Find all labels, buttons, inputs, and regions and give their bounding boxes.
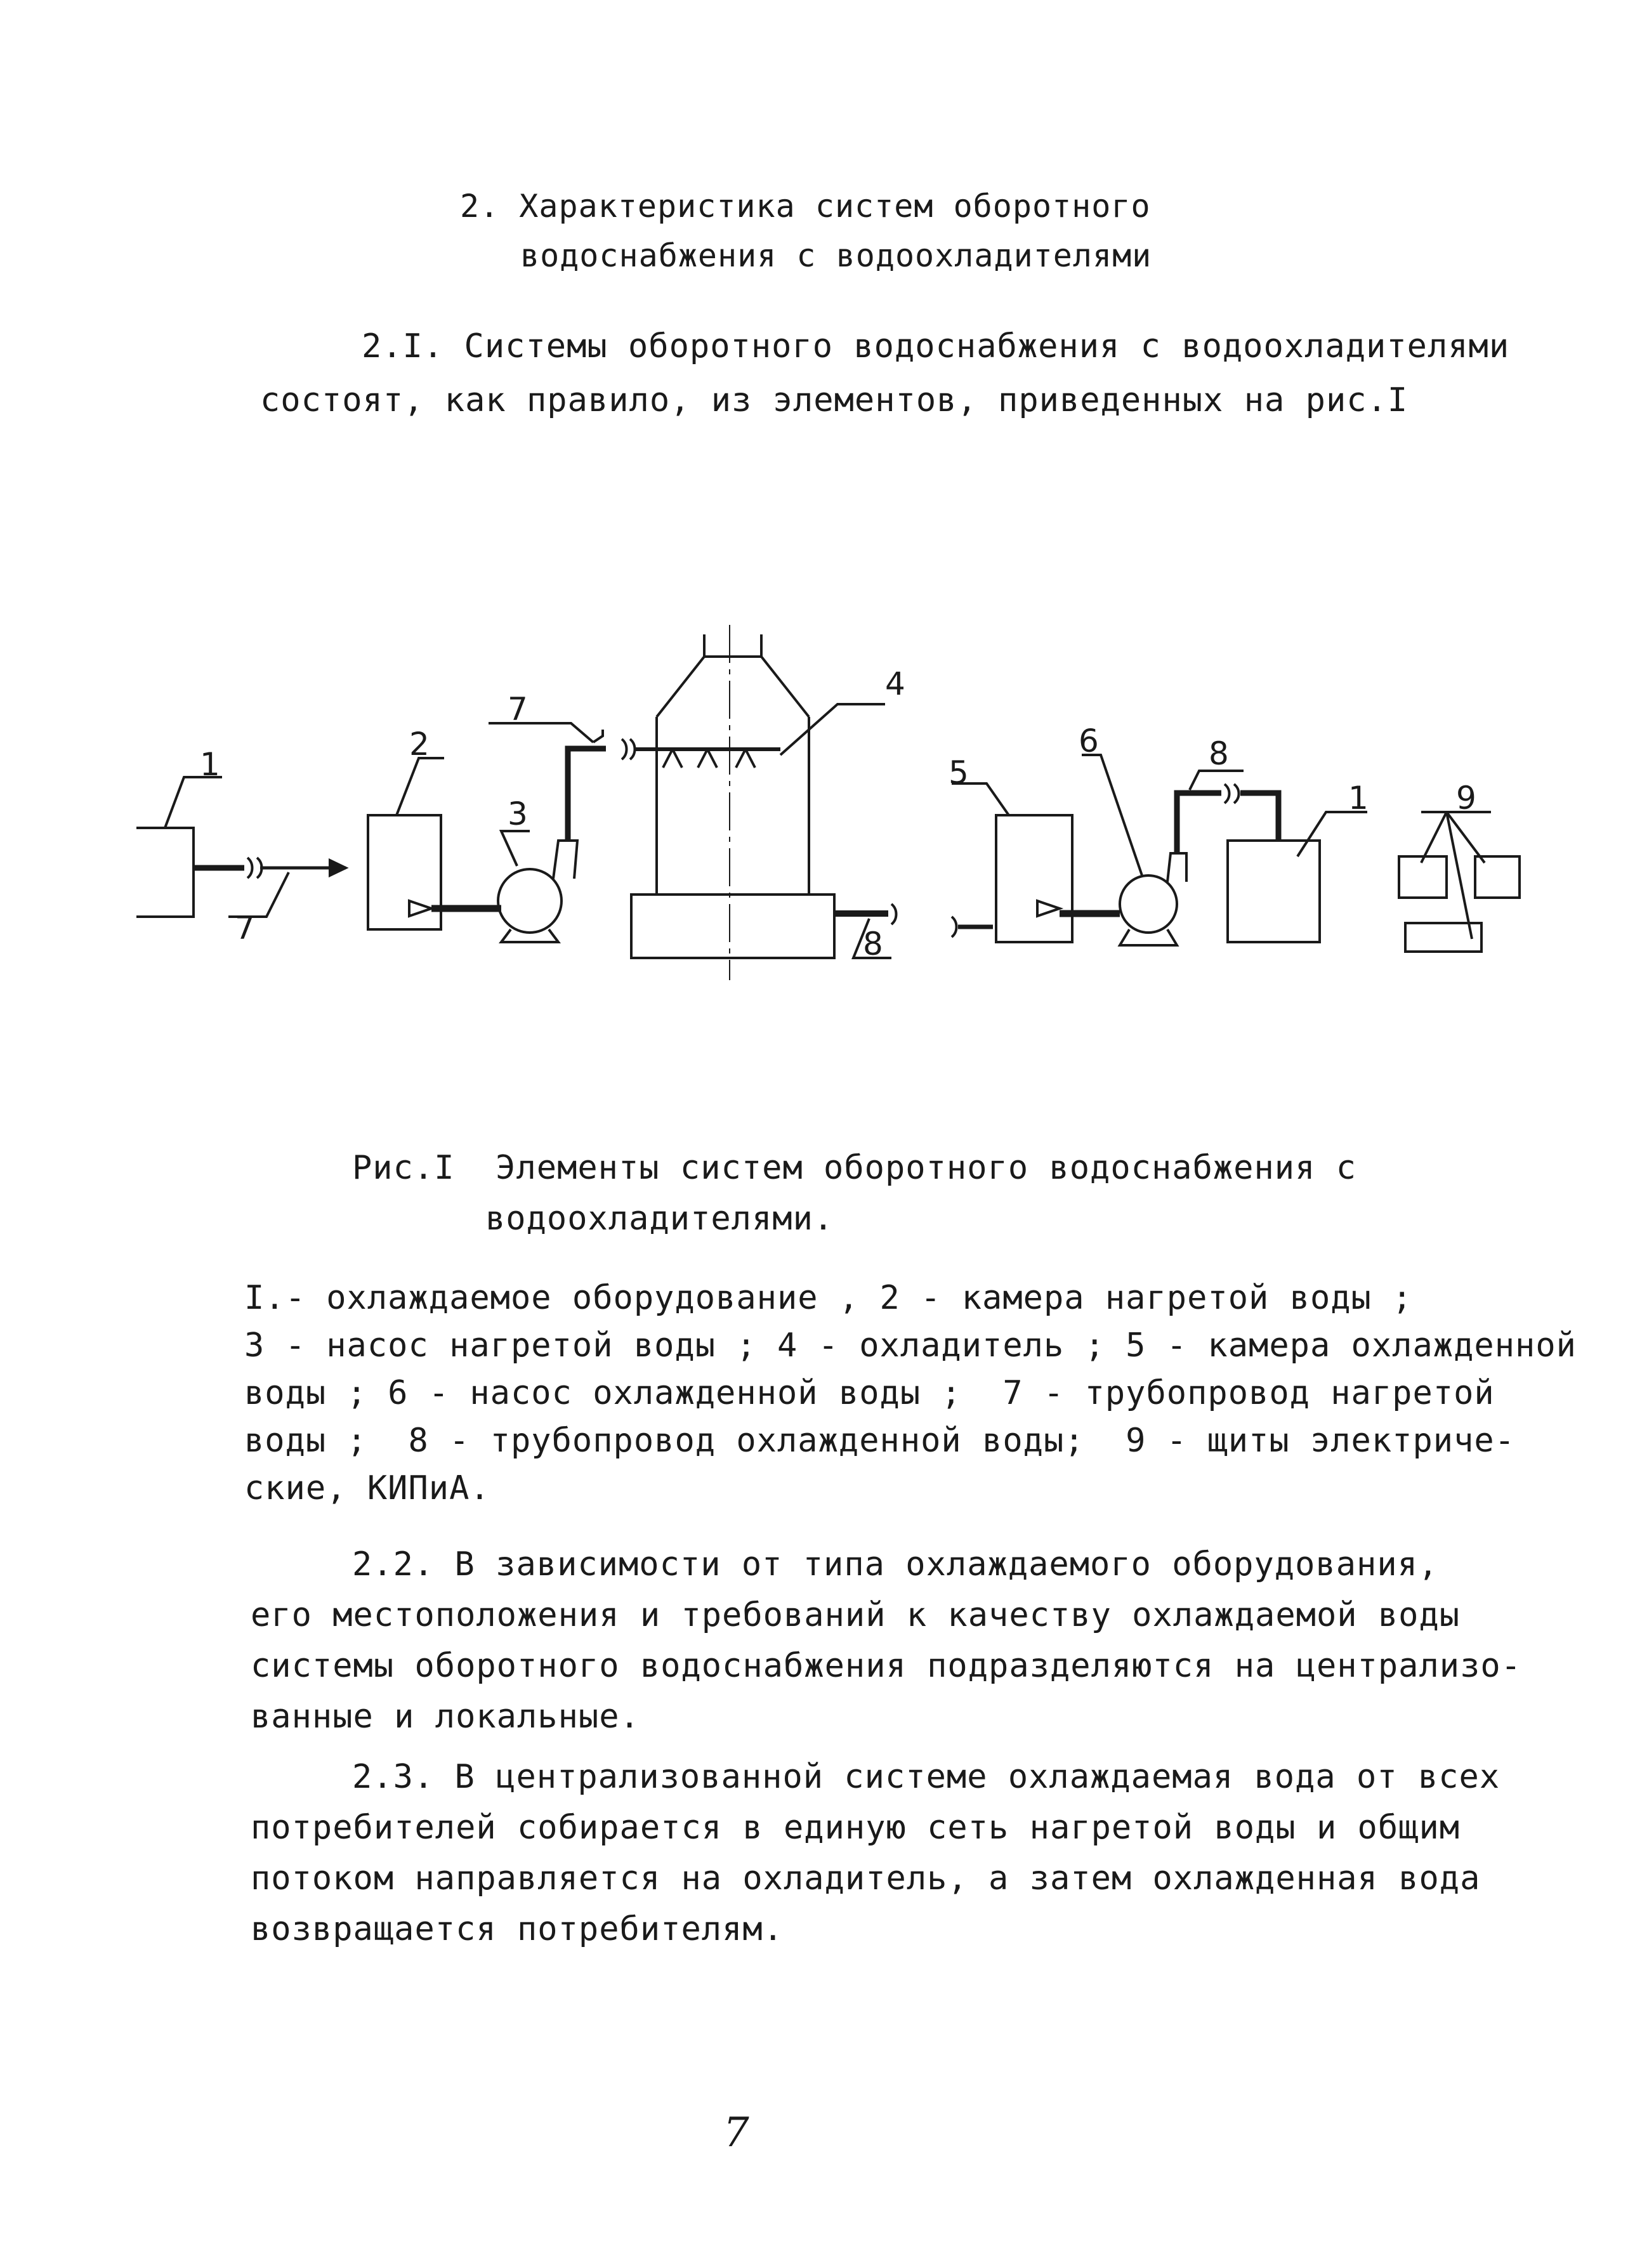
figure-label-1-left: 1 (200, 746, 220, 783)
legend-line-1: I.- охлаждаемое оборудование , 2 - камера нагретой воды ; (244, 1279, 1413, 1317)
cooled-water-chamber-shape (996, 815, 1072, 942)
paragraph-2-2-line-4: ванные и локальные. (251, 1698, 640, 1736)
legend-line-2: 3 - насос нагретой воды ; 4 - охладитель ; 5 - камера охлажденной (244, 1327, 1577, 1365)
figure-label-9: 9 (1456, 780, 1476, 816)
panel-9-b-shape (1475, 856, 1520, 898)
pipe-cooled-water-to-equipment (1240, 793, 1278, 841)
cooler-tower-chimney (704, 634, 761, 657)
cooler-tower-body (657, 717, 809, 895)
system-schematic-figure (0, 0, 1635, 1015)
label-3-leader (501, 831, 530, 866)
section-heading-line-1: 2. Характеристика систем оборотного (460, 188, 1151, 225)
figure-label-8-bottom: 8 (863, 926, 883, 962)
label-1-left-leader (165, 777, 222, 828)
cooled-equipment-right-shape (1228, 841, 1320, 942)
paragraph-2-3-line-2: потребителей собирается в единую сеть нагретой воды и общим (251, 1809, 1461, 1847)
chamber-5-outlet-triangle (1037, 901, 1060, 916)
paragraph-2-2-line-1: 2.2. В зависимости от типа охлаждаемого оборудования, (352, 1545, 1439, 1583)
label-1-right-leader (1297, 812, 1367, 856)
cooler-basin-shape (631, 895, 834, 958)
heated-water-chamber-shape (368, 815, 441, 929)
pump-6-shape (1120, 875, 1177, 933)
panel-9-a-shape (1399, 856, 1447, 898)
flow-arrow-to-chamber-2 (330, 860, 346, 875)
pump-3-outlet (553, 841, 577, 879)
pipe-heated-water-riser (568, 749, 606, 841)
pipe-break-chamber-5-inlet (952, 917, 957, 937)
legend-line-5: ские, КИПиА. (244, 1469, 490, 1507)
figure-label-7-top: 7 (508, 691, 528, 728)
paragraph-2-1-line-1: 2.I. Системы оборотного водоснабжения с водоохладителями (362, 327, 1510, 365)
legend-line-4: воды ; 8 - трубопровод охлажденной воды; 9 - щиты электриче- (244, 1422, 1516, 1460)
sprinkler-1 (663, 749, 682, 768)
label-7-top-leader (489, 723, 593, 742)
paragraph-2-3-line-4: возвращается потребителям. (251, 1910, 784, 1948)
figure-caption-line-2: водоохладителями. (485, 1200, 834, 1238)
pipe-break-right-a (1225, 784, 1230, 803)
figure-label-7-bottom: 7 (235, 910, 255, 947)
figure-caption-line-1: Рис.I Элементы систем оборотного водоснабжения с (352, 1149, 1357, 1187)
pipe-break-cooler-inlet-a (622, 739, 627, 759)
figure-label-5: 5 (949, 754, 969, 791)
label-2-leader (397, 758, 444, 815)
figure-label-6: 6 (1079, 723, 1099, 759)
pipe-break-left-a (247, 858, 253, 878)
cooled-equipment-left-shape (136, 828, 194, 917)
page-number: 7 (723, 2109, 749, 2156)
figure-label-3: 3 (508, 796, 528, 832)
figure-label-1-right: 1 (1348, 780, 1369, 816)
paragraph-2-3-line-3: потоком направляется на охладитель, а затем охлажденная вода (251, 1859, 1481, 1898)
paragraph-2-2-line-3: системы оборотного водоснабжения подразделяются на централизо- (251, 1647, 1522, 1685)
paragraph-2-2-line-2: его местоположения и требований к качеству охлаждаемой воды (251, 1596, 1461, 1634)
figure-label-4: 4 (885, 665, 905, 702)
pump-6-outlet (1167, 853, 1186, 882)
pipe-cooled-water-riser (1177, 793, 1221, 853)
pump-3-shape (498, 869, 561, 933)
cooler-tower-hood (657, 657, 809, 717)
label-6-leader (1082, 755, 1142, 875)
pipe-break-basin-a (891, 904, 896, 924)
sprinkler-3 (736, 749, 755, 768)
figure-label-8-top: 8 (1209, 735, 1229, 772)
section-heading-line-2: водоснабжения с водоохладителями (520, 237, 1152, 274)
pipe-break-right-b (1234, 784, 1239, 803)
chamber-2-outlet-triangle (409, 901, 431, 916)
paragraph-2-1-line-2: состоят, как правило, из элементов, приведенных на рис.I (260, 381, 1408, 419)
legend-line-3: воды ; 6 - насос охлажденной воды ; 7 - трубопровод нагретой (244, 1374, 1495, 1412)
label-4-leader (780, 704, 885, 755)
paragraph-2-3-line-1: 2.3. В централизованной системе охлаждаемая вода от всех (352, 1758, 1500, 1796)
pipe-break-cooler-inlet-b (630, 739, 635, 759)
figure-label-2: 2 (409, 726, 430, 763)
sprinkler-2 (698, 749, 717, 768)
pipe-riser-elbow-mark (593, 730, 603, 742)
